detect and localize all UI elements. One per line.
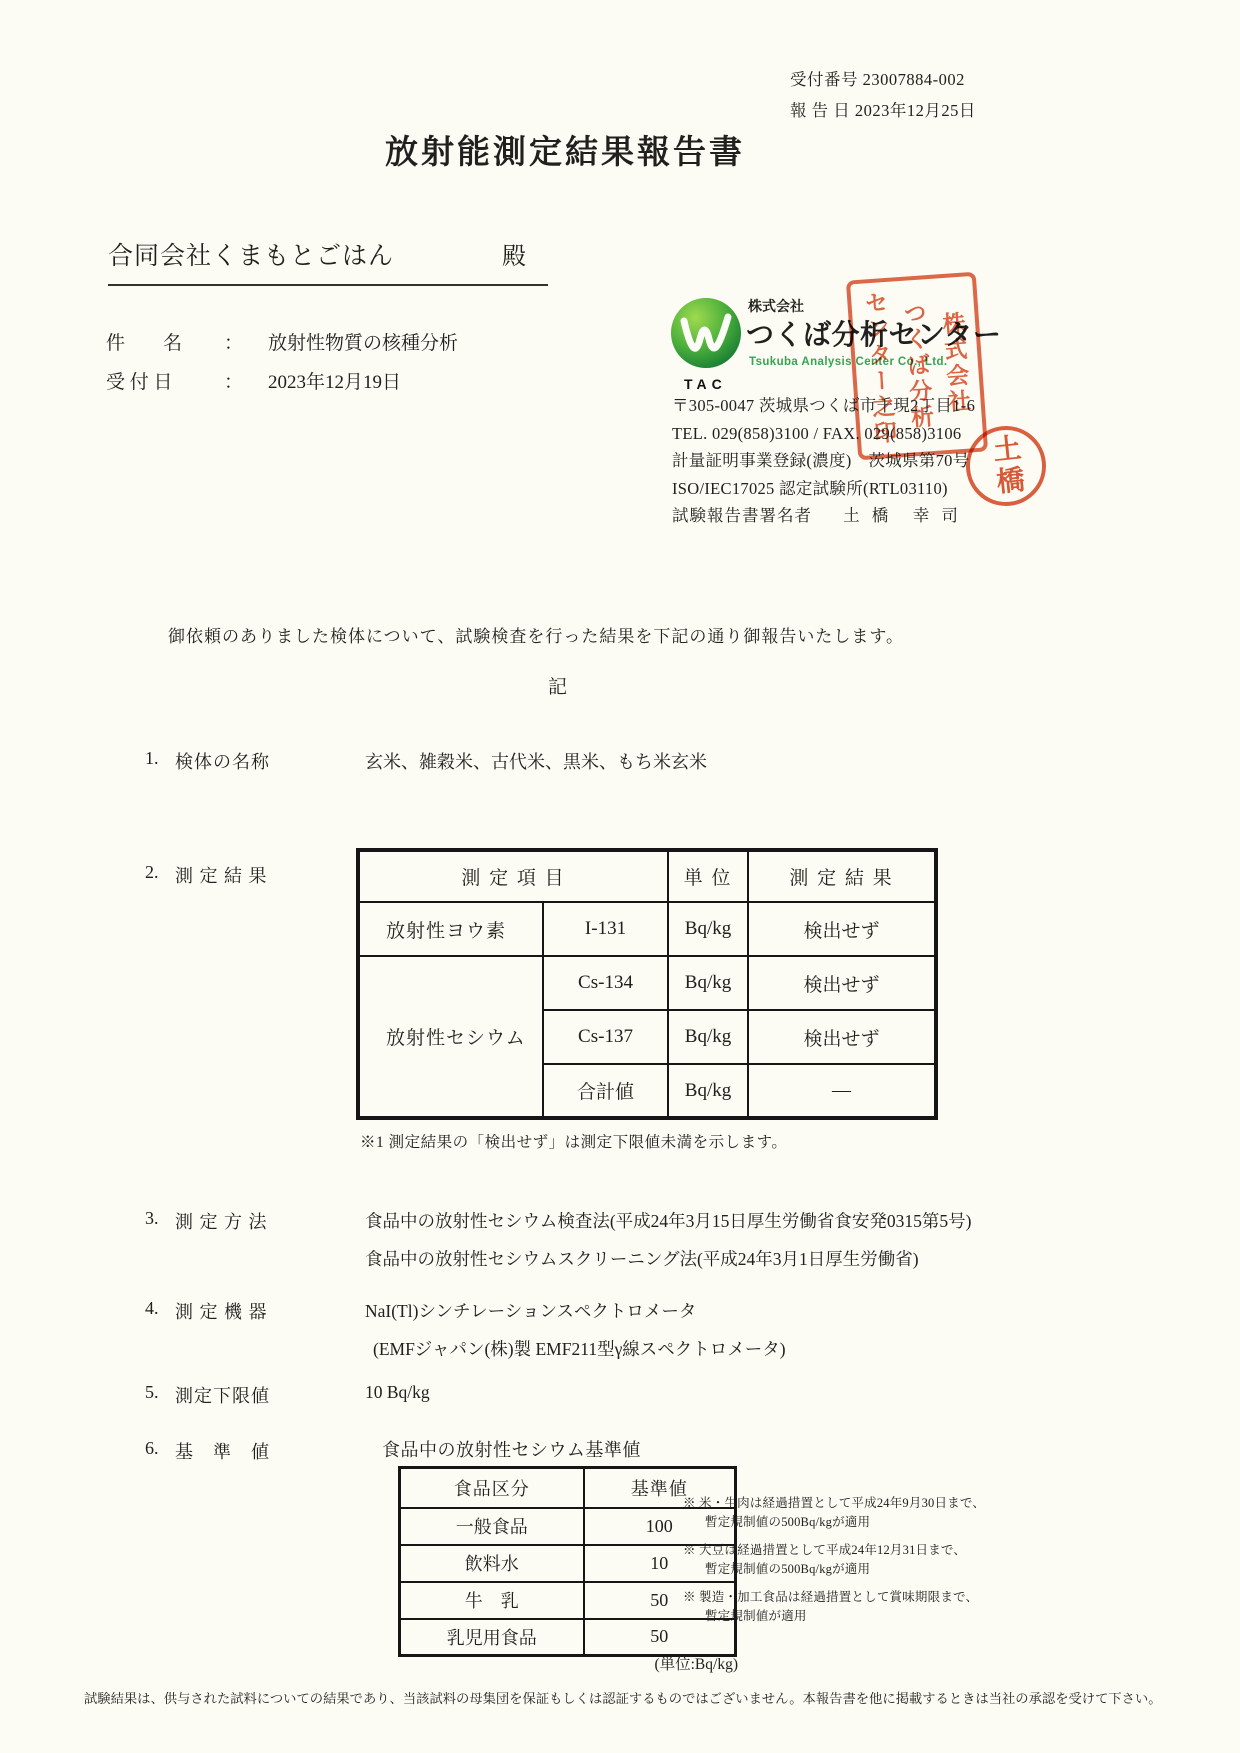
received-date-colon: ： (224, 372, 244, 393)
intro-paragraph: 御依頼のありました検体について、試験検査を行った結果を下記の通り御報告いたします。 (168, 627, 904, 646)
cell-group: 放射性ヨウ素 (358, 902, 543, 956)
standards-unit-note: (単位:Bq/kg) (654, 1656, 738, 1673)
instrument-line-1: NaI(Tl)シンチレーションスペクトロメータ (365, 1301, 697, 1321)
lab-company-name-en: Tsukuba Analysis Center Co., Ltd. (749, 356, 948, 368)
item1-label: 検体の名称 (175, 752, 270, 772)
item6-label: 基 準 値 (175, 1442, 270, 1462)
cell-category: 乳児用食品 (400, 1619, 584, 1656)
lab-company-prefix: 株式会社 (748, 298, 804, 314)
header-cell-value: 基準値 (584, 1468, 736, 1508)
received-date-row (106, 363, 458, 402)
subject-value: 放射性物質の核種分析 (268, 333, 459, 354)
instrument-line-2: (EMFジャパン(株)製 EMF211型γ線スペクトロメータ) (373, 1339, 786, 1359)
item3-label: 測 定 方 法 (175, 1212, 268, 1232)
footer-disclaimer: 試験結果は、供与された試料についての結果であり、当該試料の母集団を保証もしくは認証するものではございません。本報告書を他に掲載するときは当社の承認を受けて下さい。 (84, 1691, 1162, 1706)
item2-number: 2. (145, 862, 159, 882)
cell-unit: Bq/kg (668, 902, 748, 956)
item4-number: 4. (145, 1298, 159, 1318)
receipt-label: 受付番号 (790, 70, 858, 89)
subject-row (106, 324, 458, 363)
lab-address: 〒305-0047 茨城県つくば市千現2丁目1-6 (672, 396, 976, 415)
cell-result: — (748, 1064, 936, 1118)
cell-unit: Bq/kg (668, 1064, 748, 1118)
received-date-label: 受 付 日 (106, 372, 173, 393)
table-row-cs134 (358, 956, 936, 1010)
header-cell-category: 食品区分 (400, 1468, 584, 1508)
cell-nuclide: Cs-137 (543, 1010, 668, 1064)
lab-registration: 計量証明事業登録(濃度) 茨城県第70号 (672, 451, 970, 470)
ki-marker: 記 (548, 677, 570, 698)
method-line-2: 食品中の放射性セシウムスクリーニング法(平成24年3月1日厚生労働省) (365, 1249, 919, 1269)
cell-group-cesium: 放射性セシウム (358, 956, 543, 1118)
lab-tel-fax: TEL. 029(858)3100 / FAX. 029(858)3106 (672, 423, 962, 443)
note-line: 暫定規制値が適用 (705, 1609, 807, 1623)
receipt-number: 23007884-002 (862, 70, 965, 89)
result-table-note: ※1 測定結果の「検出せず」は測定下限値未満を示します。 (360, 1134, 788, 1151)
cell-nuclide: I-131 (543, 902, 668, 956)
signer-line (672, 502, 975, 530)
tac-acronym: TAC (684, 376, 727, 392)
header-cell-item: 測 定 項 目 (358, 850, 668, 902)
method-line-1: 食品中の放射性セシウム検査法(平成24年3月15日厚生労働省食安発0315第5号) (365, 1211, 972, 1231)
case-info (106, 324, 458, 402)
page-title: 放射能測定結果報告書 (385, 135, 745, 171)
tac-logo-icon (668, 295, 744, 371)
recipient-honorific: 殿 (502, 244, 526, 270)
receipt-number-line (790, 64, 976, 95)
report-date-line (790, 95, 976, 126)
cell-value: 50 (584, 1619, 736, 1656)
cell-value: 10 (584, 1545, 736, 1582)
note-line: 暫定規制値の500Bq/kgが適用 (705, 1515, 871, 1529)
cell-result: 検出せず (748, 956, 936, 1010)
item4-label: 測 定 機 器 (175, 1302, 268, 1322)
signer-name: 土 橋 幸 司 (843, 506, 962, 525)
round-seal-text: 土橋 (987, 432, 1026, 500)
standards-table-title: 食品中の放射性セシウム基準値 (382, 1440, 641, 1460)
seal-column: センター之印 (861, 289, 898, 448)
lab-company-name: つくば分析センター (746, 319, 1002, 350)
standards-notes (683, 1494, 985, 1635)
header-cell-unit: 単 位 (668, 850, 748, 902)
seal-column: つくば分析 (899, 300, 935, 432)
lab-accreditation: ISO/IEC17025 認定試験所(RTL03110) (672, 478, 948, 498)
item3-number: 3. (145, 1208, 159, 1228)
report-date-label: 報 告 日 (790, 101, 851, 120)
cell-category: 一般食品 (400, 1508, 584, 1545)
item5-number: 5. (145, 1382, 159, 1402)
item1-number: 1. (145, 748, 159, 768)
note-line: ※ 大豆は経過措置として平成24年12月31日まで、 (683, 1543, 967, 1557)
cell-result: 検出せず (748, 902, 936, 956)
result-table-header-row (358, 850, 936, 902)
standards-note-2 (683, 1541, 985, 1579)
cell-value: 100 (584, 1508, 736, 1545)
standards-note-1 (683, 1494, 985, 1532)
cell-unit: Bq/kg (668, 956, 748, 1010)
item5-label: 測定下限値 (175, 1386, 270, 1406)
seal-column: 株式会社 (938, 310, 972, 417)
note-line: ※ 製造・加工食品は経過措置として賞味期限まで、 (683, 1590, 979, 1604)
item6-number: 6. (145, 1438, 159, 1458)
subject-colon: ： (224, 333, 244, 354)
cell-result: 検出せず (748, 1010, 936, 1064)
cell-unit: Bq/kg (668, 1010, 748, 1064)
header-cell-result: 測 定 結 果 (748, 850, 936, 902)
item2-label: 測 定 結 果 (175, 866, 268, 886)
lab-address-block (672, 392, 975, 530)
sample-names: 玄米、雑穀米、古代米、黒米、もち米玄米 (365, 752, 707, 772)
cell-value: 50 (584, 1582, 736, 1619)
recipient-line (108, 236, 548, 286)
subject-label: 件 名 (106, 333, 183, 354)
note-line: ※ 米・牛肉は経過措置として平成24年9月30日まで、 (683, 1496, 986, 1510)
received-date-value: 2023年12月19日 (268, 372, 402, 393)
note-line: 暫定規制値の500Bq/kgが適用 (705, 1562, 871, 1576)
detection-limit-value: 10 Bq/kg (365, 1382, 430, 1402)
receipt-block (790, 64, 976, 126)
cell-category: 牛 乳 (400, 1582, 584, 1619)
measurement-result-table (356, 848, 938, 1120)
cell-nuclide: 合計値 (543, 1064, 668, 1118)
standards-note-3 (683, 1588, 985, 1626)
table-row-iodine (358, 902, 936, 956)
recipient-name: 合同会社くまもとごはん (108, 243, 395, 270)
signer-label: 試験報告書署名者 (672, 506, 812, 525)
cell-category: 飲料水 (400, 1545, 584, 1582)
cell-nuclide: Cs-134 (543, 956, 668, 1010)
report-date: 2023年12月25日 (854, 101, 976, 120)
